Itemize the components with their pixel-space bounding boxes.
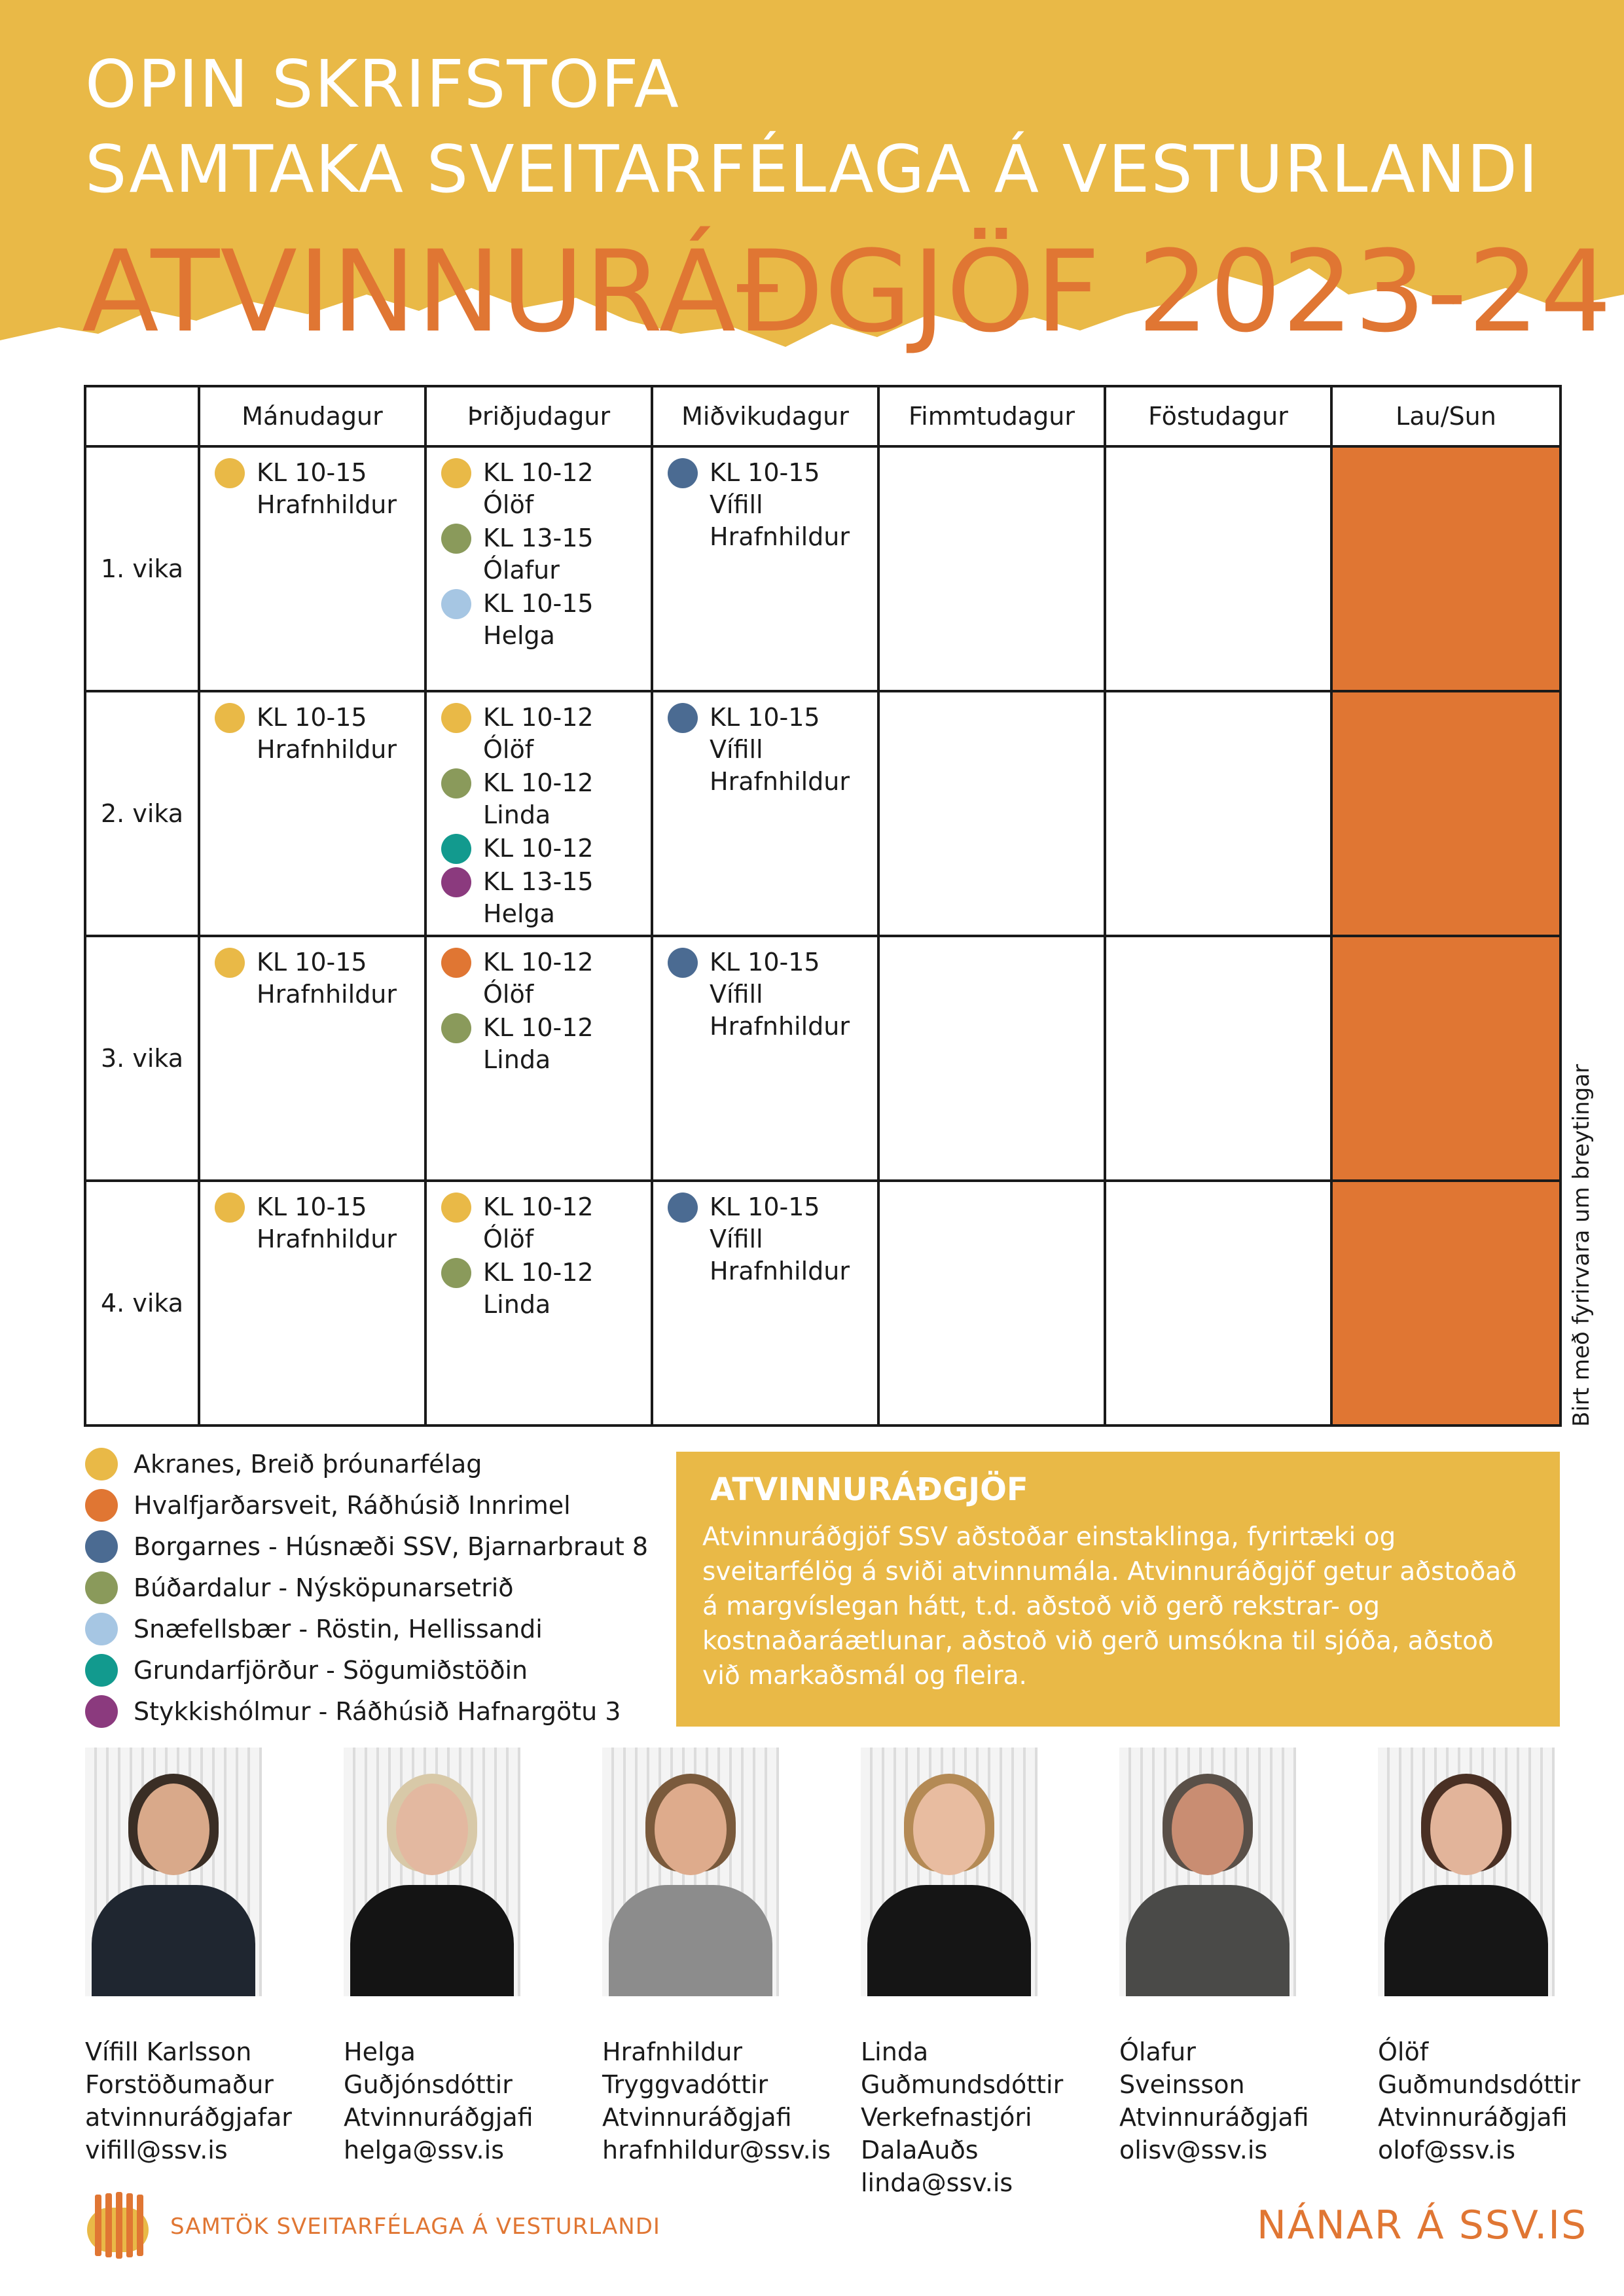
day-header: Föstudagur <box>1105 386 1331 446</box>
disclaimer-note: Birt með fyrirvara um breytingar <box>1568 1064 1595 1427</box>
day-cell <box>878 446 1105 691</box>
staff-line: Ólafur <box>1119 2037 1196 2066</box>
staff-info <box>85 2036 292 2166</box>
location-dot-icon <box>441 948 471 978</box>
staff-info <box>344 2036 540 2166</box>
weekend-cell <box>1331 446 1561 691</box>
staff-line: Atvinnuráðgjafi <box>1378 2103 1568 2132</box>
staff-info <box>602 2036 831 2166</box>
day-cell <box>199 446 425 691</box>
entry-name: Hrafnhildur <box>710 522 850 551</box>
week-label: 2. vika <box>85 691 199 936</box>
schedule-entry <box>215 457 418 521</box>
staff-info <box>861 2036 1064 2199</box>
staff-line: Tryggvadóttir <box>602 2070 768 2099</box>
entry-time: KL 10-15 <box>710 1193 820 1221</box>
legend-label: Hvalfjarðarsveit, Ráðhúsið Innrimel <box>134 1490 571 1520</box>
staff-line: Atvinnuráðgjafi <box>602 2103 792 2132</box>
day-header: Miðvikudagur <box>652 386 878 446</box>
entry-name: Vífill <box>710 735 763 764</box>
location-dot-icon <box>215 703 245 733</box>
staff-card <box>602 1748 831 2166</box>
entry-time: KL 10-12 <box>483 1258 594 1287</box>
staff-info <box>1119 2036 1316 2166</box>
entry-name: Ólöf <box>483 980 534 1009</box>
schedule-entry <box>668 1191 871 1287</box>
title-line-2: SAMTAKA SVEITARFÉLAGA Á VESTURLANDI <box>85 131 1540 207</box>
entry-name: Vífill <box>710 980 763 1009</box>
entry-name: Linda <box>483 1290 551 1319</box>
location-dot-icon <box>85 1489 118 1522</box>
staff-line: Atvinnuráðgjafi <box>1119 2103 1309 2132</box>
location-dot-icon <box>668 703 698 733</box>
week-row <box>85 1181 1561 1426</box>
staff-line: Forstöðumaður <box>85 2070 274 2099</box>
day-cell <box>1105 1181 1331 1426</box>
staff-line: olof@ssv.is <box>1378 2136 1516 2164</box>
entry-name: Helga <box>483 899 555 928</box>
legend-label: Búðardalur - Nýsköpunarsetrið <box>134 1573 514 1602</box>
schedule-entry <box>668 457 871 553</box>
staff-line: olisv@ssv.is <box>1119 2136 1268 2164</box>
schedule-entry <box>441 866 644 930</box>
location-dot-icon <box>441 867 471 897</box>
week-row <box>85 936 1561 1181</box>
location-dot-icon <box>85 1613 118 1645</box>
weekend-cell <box>1331 691 1561 936</box>
day-cell <box>199 1181 425 1426</box>
location-dot-icon <box>668 458 698 488</box>
entry-name: Ólöf <box>483 735 534 764</box>
day-cell <box>425 936 652 1181</box>
location-dot-icon <box>441 1193 471 1223</box>
schedule-entry <box>441 946 644 1011</box>
schedule-entry <box>441 1012 644 1076</box>
staff-photo <box>344 1748 520 1996</box>
week-label: 3. vika <box>85 936 199 1181</box>
day-cell <box>652 691 878 936</box>
staff-line: Guðmundsdóttir <box>861 2070 1064 2099</box>
staff-line: Verkefnastjóri <box>861 2103 1032 2132</box>
legend-label: Snæfellsbær - Röstin, Hellissandi <box>134 1614 543 1643</box>
day-cell <box>878 936 1105 1181</box>
legend-item <box>85 1608 648 1649</box>
schedule-entry <box>215 946 418 1011</box>
staff-card <box>1119 1748 1316 2166</box>
weekend-cell <box>1331 1181 1561 1426</box>
day-cell <box>652 1181 878 1426</box>
entry-name: Helga <box>483 621 555 650</box>
staff-card <box>861 1748 1064 2199</box>
schedule-entry <box>215 702 418 766</box>
entry-time: KL 10-15 <box>710 703 820 732</box>
day-cell <box>425 1181 652 1426</box>
legend-item <box>85 1526 648 1567</box>
header-banner <box>0 0 1624 367</box>
location-legend <box>85 1443 648 1732</box>
staff-line: Helga <box>344 2037 416 2066</box>
staff-photo <box>861 1748 1038 1996</box>
staff-card <box>344 1748 540 2166</box>
weekend-cell <box>1331 936 1561 1181</box>
location-dot-icon <box>441 458 471 488</box>
staff-photo <box>602 1748 779 1996</box>
entry-name: Vífill <box>710 490 763 519</box>
staff-photo <box>1119 1748 1296 1996</box>
entry-time: KL 10-15 <box>710 948 820 977</box>
entry-name: Hrafnhildur <box>710 1012 850 1041</box>
location-dot-icon <box>441 1258 471 1288</box>
entry-time: KL 10-12 <box>483 458 594 487</box>
location-dot-icon <box>215 1193 245 1223</box>
staff-line: Ólöf <box>1378 2037 1429 2066</box>
week-label: 1. vika <box>85 446 199 691</box>
title-line-3: ATVINNURÁÐGJÖF 2023-24 <box>82 226 1613 357</box>
location-dot-icon <box>85 1530 118 1563</box>
entry-time: KL 10-12 <box>483 768 594 797</box>
schedule-entry <box>441 1191 644 1255</box>
day-cell <box>652 446 878 691</box>
schedule-entry <box>215 1191 418 1255</box>
info-box-text: Atvinnuráðgjöf SSV aðstoðar einstaklinga, fyrirtæki og sveitarfélög á sviði atvinnumála. Atvinnuráðgjöf getur aðstoðað á margvíslegan hátt, t.d. aðstoð við gerð rekstrar- og kostnaðaráætlunar, aðstoð við gerð umsókna til sjóða, aðstoð við markaðsmál og fleira. <box>702 1522 1517 1691</box>
legend-label: Stykkishólmur - Ráðhúsið Hafnargötu 3 <box>134 1696 621 1726</box>
staff-line: hrafnhildur@ssv.is <box>602 2136 831 2164</box>
entry-time: KL 10-15 <box>257 703 367 732</box>
location-dot-icon <box>668 1193 698 1223</box>
staff-line: Hrafnhildur <box>602 2037 742 2066</box>
info-box <box>676 1452 1560 1727</box>
schedule-entry <box>441 702 644 766</box>
legend-item <box>85 1484 648 1526</box>
day-cell <box>199 936 425 1181</box>
entry-time: KL 10-12 <box>483 834 594 863</box>
entry-time: KL 10-12 <box>483 703 594 732</box>
entry-time: KL 13-15 <box>483 524 594 552</box>
entry-name: Hrafnhildur <box>257 490 397 519</box>
schedule-entry <box>441 1257 644 1321</box>
location-dot-icon <box>441 768 471 798</box>
location-dot-icon <box>85 1448 118 1480</box>
schedule-entry <box>441 833 644 865</box>
schedule-table <box>84 385 1562 1427</box>
entry-time: KL 10-12 <box>483 1013 594 1042</box>
entry-name: Ólafur <box>483 556 560 584</box>
entry-time: KL 10-15 <box>257 948 367 977</box>
ssv-logo-icon <box>82 2189 154 2261</box>
staff-photo <box>85 1748 262 1996</box>
location-dot-icon <box>441 834 471 864</box>
staff-line: Guðjónsdóttir <box>344 2070 513 2099</box>
day-cell <box>1105 936 1331 1181</box>
day-header: Mánudagur <box>199 386 425 446</box>
entry-time: KL 10-15 <box>257 458 367 487</box>
entry-name: Hrafnhildur <box>710 767 850 796</box>
location-dot-icon <box>441 1013 471 1043</box>
entry-name: Linda <box>483 1045 551 1074</box>
location-dot-icon <box>441 703 471 733</box>
week-label: 4. vika <box>85 1181 199 1426</box>
day-cell <box>1105 691 1331 936</box>
entry-time: KL 10-12 <box>483 1193 594 1221</box>
week-row <box>85 691 1561 936</box>
location-dot-icon <box>441 589 471 619</box>
staff-line: Vífill Karlsson <box>85 2037 252 2066</box>
day-header: Þriðjudagur <box>425 386 652 446</box>
day-header: Lau/Sun <box>1331 386 1561 446</box>
day-cell <box>878 691 1105 936</box>
day-cell <box>199 691 425 936</box>
staff-line: helga@ssv.is <box>344 2136 504 2164</box>
entry-name: Ólöf <box>483 490 534 519</box>
week-row <box>85 446 1561 691</box>
info-box-title: ATVINNURÁÐGJÖF <box>710 1471 1028 1508</box>
schedule-header-row <box>85 386 1561 446</box>
staff-line: Sveinsson <box>1119 2070 1245 2099</box>
more-info-link[interactable]: NÁNAR Á SSV.IS <box>1257 2202 1588 2248</box>
staff-line: vifill@ssv.is <box>85 2136 228 2164</box>
location-dot-icon <box>215 948 245 978</box>
entry-name: Hrafnhildur <box>257 1225 397 1253</box>
staff-line: Linda <box>861 2037 929 2066</box>
location-dot-icon <box>85 1571 118 1604</box>
entry-name: Hrafnhildur <box>257 735 397 764</box>
entry-time: KL 10-12 <box>483 948 594 977</box>
entry-time: KL 13-15 <box>483 867 594 896</box>
staff-info <box>1378 2036 1581 2166</box>
day-cell <box>652 936 878 1181</box>
entry-time: KL 10-15 <box>483 589 594 618</box>
legend-item <box>85 1443 648 1484</box>
schedule-entry <box>441 767 644 831</box>
day-cell <box>425 446 652 691</box>
location-dot-icon <box>85 1695 118 1728</box>
corner-cell <box>85 386 199 446</box>
entry-time: KL 10-15 <box>257 1193 367 1221</box>
legend-label: Akranes, Breið þróunarfélag <box>134 1449 482 1479</box>
legend-item <box>85 1691 648 1732</box>
staff-card <box>1378 1748 1581 2166</box>
entry-name: Vífill <box>710 1225 763 1253</box>
entry-time: KL 10-15 <box>710 458 820 487</box>
schedule-entry <box>441 588 644 652</box>
legend-label: Borgarnes - Húsnæði SSV, Bjarnarbraut 8 <box>134 1532 649 1561</box>
staff-line: atvinnuráðgjafar <box>85 2103 292 2132</box>
schedule-entry <box>441 457 644 521</box>
location-dot-icon <box>85 1654 118 1687</box>
location-dot-icon <box>668 948 698 978</box>
schedule-entry <box>441 522 644 586</box>
title-line-1: OPIN SKRIFSTOFA <box>85 46 680 122</box>
entry-name: Hrafnhildur <box>257 980 397 1009</box>
schedule-entry <box>668 702 871 798</box>
legend-item <box>85 1567 648 1608</box>
entry-name: Hrafnhildur <box>710 1257 850 1285</box>
day-cell <box>1105 446 1331 691</box>
staff-photo <box>1378 1748 1555 1996</box>
logo-text: SAMTÖK SVEITARFÉLAGA Á VESTURLANDI <box>170 2214 660 2240</box>
day-header: Fimmtudagur <box>878 386 1105 446</box>
staff-line: DalaAuðs <box>861 2136 979 2164</box>
legend-item <box>85 1649 648 1691</box>
day-cell <box>878 1181 1105 1426</box>
staff-line: linda@ssv.is <box>861 2168 1013 2197</box>
entry-name: Ólöf <box>483 1225 534 1253</box>
staff-line: Atvinnuráðgjafi <box>344 2103 533 2132</box>
legend-label: Grundarfjörður - Sögumiðstöðin <box>134 1655 528 1685</box>
day-cell <box>425 691 652 936</box>
location-dot-icon <box>215 458 245 488</box>
location-dot-icon <box>441 524 471 554</box>
staff-card <box>85 1748 292 2166</box>
entry-name: Linda <box>483 800 551 829</box>
schedule-entry <box>668 946 871 1043</box>
staff-line: Guðmundsdóttir <box>1378 2070 1581 2099</box>
